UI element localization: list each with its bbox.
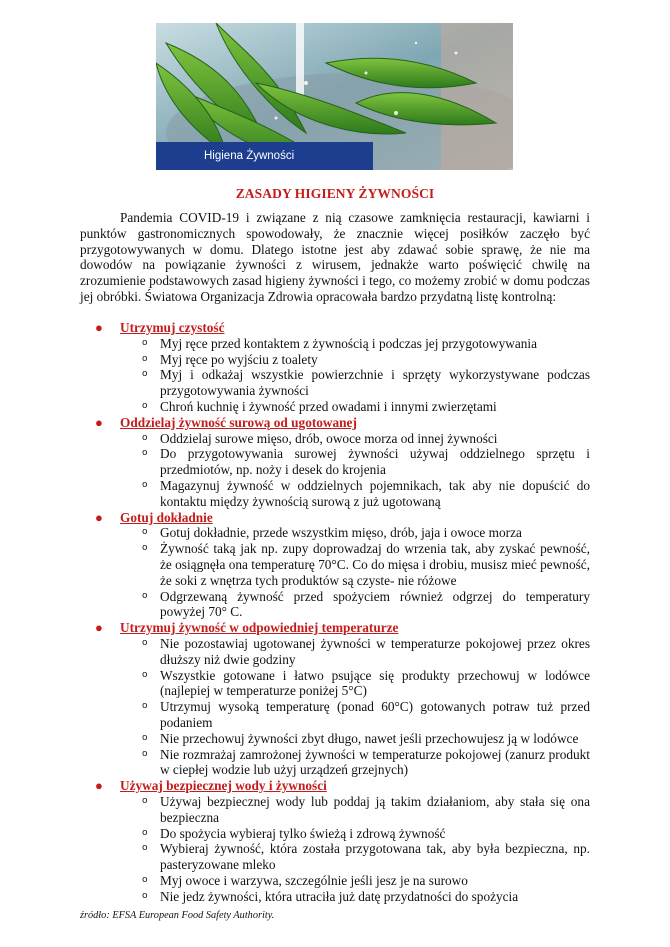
- circle-bullet-icon: o: [142, 400, 148, 411]
- circle-bullet-icon: o: [142, 448, 148, 459]
- list-item: o Wszystkie gotowane i łatwo psujące się produkty przechowuj w lodówce (najlepiej w temperaturze poniżej 5°C): [142, 667, 590, 699]
- list-item: o Wybieraj żywność, która została przygotowana tak, aby była bezpieczna, np. pasteryzowane mleko: [142, 841, 590, 873]
- list-item: o Myj ręce po wyjściu z toalety: [142, 351, 318, 367]
- bullet-icon: ●: [95, 320, 103, 335]
- list-item: o Chroń kuchnię i żywność przed owadami i innymi zwierzętami: [142, 398, 497, 414]
- bullet-icon: ●: [95, 509, 103, 525]
- list-item: o Nie przechowuj żywności zbyt długo, nawet jeśli przechowujesz ją w lodówce: [142, 730, 579, 746]
- banner-label: Higiena Żywności: [156, 142, 373, 170]
- section-separate: [80, 415, 590, 510]
- list-item: o Gotuj dokładnie, przede wszystkim mięso, drób, jaja i owoce morza: [142, 525, 522, 541]
- list-item: o Utrzymuj wysoką temperaturę (ponad 60°C) gotowanych potraw tuż przed podaniem: [142, 699, 590, 730]
- circle-bullet-icon: o: [142, 337, 148, 348]
- section-temperature: [80, 620, 590, 778]
- section-title: Oddzielaj żywność surową od ugotowanej: [120, 414, 357, 430]
- bullet-icon: ●: [95, 414, 103, 430]
- list-item: o Nie jedz żywności, która utraciła już datę przydatności do spożycia: [142, 888, 519, 904]
- circle-bullet-icon: o: [142, 843, 148, 854]
- section-cleanliness: [80, 320, 590, 415]
- banner-image: [156, 23, 513, 170]
- circle-bullet-icon: o: [142, 874, 148, 885]
- circle-bullet-icon: o: [142, 748, 148, 759]
- section-title: Używaj bezpiecznej wody i żywności: [120, 778, 327, 794]
- document-title: ZASADY HIGIENY ŻYWNOŚCI: [235, 186, 435, 201]
- circle-bullet-icon: o: [142, 543, 148, 554]
- circle-bullet-icon: o: [142, 732, 148, 743]
- section-cook: [80, 510, 590, 621]
- list-item: o Odgrzewaną żywność przed spożyciem również odgrzej do temperatury powyżej 70° C.: [142, 588, 590, 620]
- list-item: o Magazynuj żywność w oddzielnych pojemnikach, tak aby nie dopuścić do kontaktu między żywnością surową z już ugotowaną: [142, 477, 590, 509]
- circle-bullet-icon: o: [142, 795, 148, 806]
- circle-bullet-icon: o: [142, 432, 148, 443]
- source-note: źródło: EFSA European Food Safety Authority.: [80, 910, 275, 921]
- circle-bullet-icon: o: [142, 637, 148, 648]
- circle-bullet-icon: o: [142, 669, 148, 680]
- list-item: o Żywność taką jak np. zupy doprowadzaj do wrzenia tak, aby zyskać pewność, że osiągnęła ona temperaturę 70°C. Co do mięsa i drobiu, musisz mieć pewność, że soki z wnętrza tych produktów są czyste- nie różowe: [142, 541, 590, 588]
- list-item: o Myj owoce i warzywa, szczególnie jeśli jesz je na surowo: [142, 872, 468, 888]
- circle-bullet-icon: o: [142, 701, 148, 712]
- circle-bullet-icon: o: [142, 353, 148, 364]
- section-safe-water: [80, 778, 590, 904]
- circle-bullet-icon: o: [142, 369, 148, 380]
- circle-bullet-icon: o: [142, 590, 148, 601]
- intro-paragraph: Pandemia COVID-19 i związane z nią czasowe zamknięcia restauracji, kawiarni i punktów gastronomicznych spowodowały, że znacznie więcej posiłków zaczęło być przygotowywanych w domu. Dlatego istotne jest aby zdawać sobie sprawę, że nie ma dowodów na powiązanie żywności z wirusem, jednakże warto poświęcić chwilę na zrozumienie podstawowych zasad higieny żywności i tego, co możemy zrobić w domu podczas jej obróbki. Światowa Organizacja Zdrowia opracowała bardzo przydatną listę kontrolną:: [80, 210, 590, 304]
- section-title: Utrzymuj czystość: [120, 320, 225, 335]
- circle-bullet-icon: o: [142, 890, 148, 901]
- list-item: o Do przygotowywania surowej żywności używaj oddzielnego sprzętu i przedmiotów, np. noży i desek do krojenia: [142, 446, 590, 478]
- circle-bullet-icon: o: [142, 479, 148, 490]
- list-item: o Nie pozostawiaj ugotowanej żywności w temperaturze pokojowej przez okres dłuższy niż dwie godziny: [142, 635, 590, 667]
- list-item: o Myj i odkażaj wszystkie powierzchnie i sprzęty wykorzystywane podczas przygotowywania żywności: [142, 367, 590, 399]
- list-item: o Używaj bezpiecznej wody lub poddaj ją takim działaniom, aby stała się ona bezpieczna: [142, 793, 590, 825]
- checklist: [80, 318, 590, 904]
- section-title: Utrzymuj żywność w odpowiedniej temperaturze: [120, 620, 399, 636]
- list-item: o Oddzielaj surowe mięso, drób, owoce morza od innej żywności: [142, 430, 498, 446]
- section-title: Gotuj dokładnie: [120, 509, 213, 525]
- list-item: o Myj ręce przed kontaktem z żywnością i podczas jej przygotowywania: [142, 335, 537, 351]
- circle-bullet-icon: o: [142, 827, 148, 838]
- bullet-icon: ●: [95, 620, 103, 636]
- bullet-icon: ●: [95, 778, 103, 794]
- list-item: o Nie rozmrażaj zamrożonej żywności w temperaturze pokojowej (zanurz produkt w ciepłej wodzie lub użyj urządzeń grzejnych): [142, 746, 590, 778]
- list-item: o Do spożycia wybieraj tylko świeżą i zdrową żywność: [142, 825, 446, 841]
- circle-bullet-icon: o: [142, 527, 148, 538]
